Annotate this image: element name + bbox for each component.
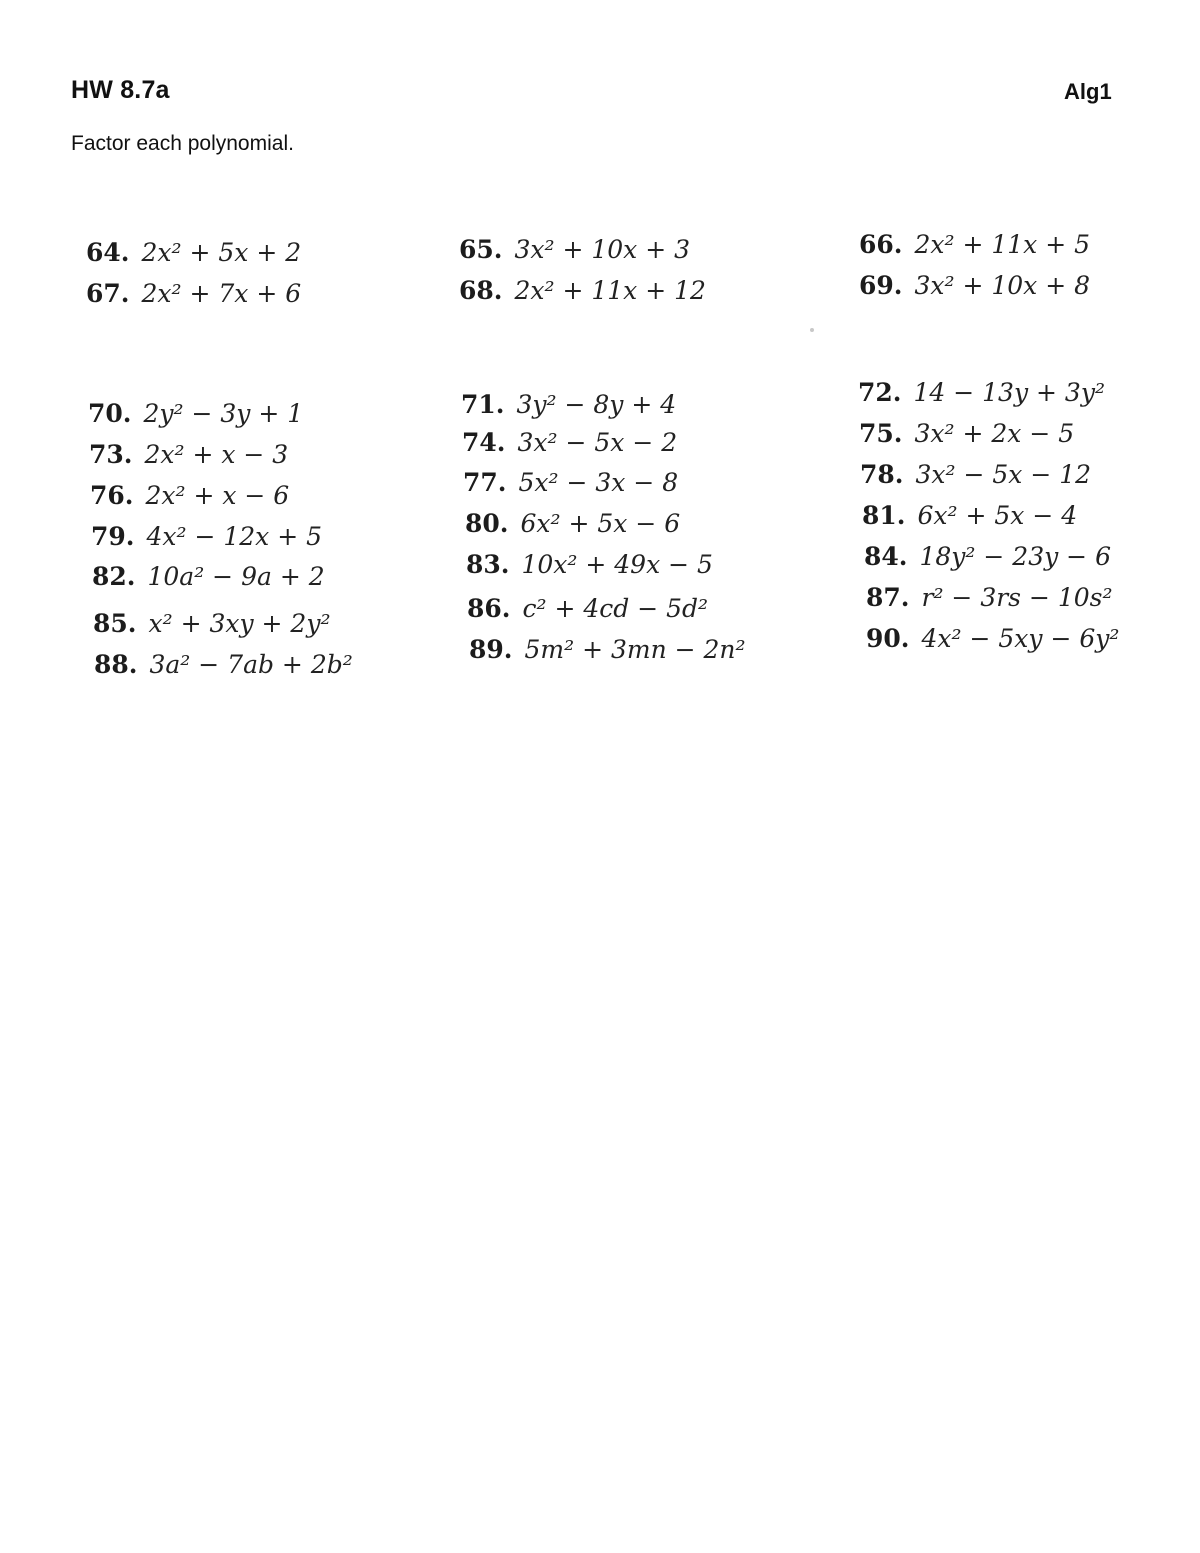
polynomial: 5m² + 3mn − 2n² [524, 635, 746, 664]
problem-67 [86, 279, 301, 308]
problem-number: 68. [459, 276, 503, 305]
instructions: Factor each polynomial. [71, 132, 294, 155]
problem-79 [91, 522, 322, 551]
problem-70 [88, 399, 303, 428]
problem-number: 77. [463, 468, 507, 497]
problem-number: 86. [467, 594, 511, 623]
polynomial: 2x² + 11x + 5 [914, 230, 1091, 259]
problem-number: 80. [465, 509, 509, 538]
problem-number: 65. [459, 235, 503, 264]
problem-number: 70. [88, 399, 132, 428]
problem-number: 76. [90, 481, 134, 510]
problem-number: 87. [866, 583, 910, 612]
polynomial: 3x² + 10x + 8 [914, 271, 1091, 300]
polynomial: 4x² − 12x + 5 [146, 522, 323, 551]
polynomial: 2x² + 5x + 2 [141, 238, 302, 267]
polynomial: 18y² − 23y − 6 [919, 542, 1111, 571]
problem-number: 75. [859, 419, 903, 448]
polynomial: 5x² − 3x − 8 [518, 468, 679, 497]
problem-65 [459, 235, 690, 264]
problem-number: 72. [858, 378, 902, 407]
problem-84 [864, 542, 1111, 571]
problem-number: 66. [859, 230, 903, 259]
problem-76 [90, 481, 289, 510]
problem-number: 78. [860, 460, 904, 489]
polynomial: 3a² − 7ab + 2b² [149, 650, 353, 679]
problem-number: 69. [859, 271, 903, 300]
problem-72 [858, 378, 1105, 407]
problem-number: 64. [86, 238, 130, 267]
problem-87 [866, 583, 1113, 612]
problem-85 [93, 609, 330, 638]
polynomial: 3x² + 2x − 5 [914, 419, 1075, 448]
polynomial: r² − 3rs − 10s² [921, 583, 1113, 612]
problem-number: 67. [86, 279, 130, 308]
problem-number: 89. [469, 635, 513, 664]
problem-number: 73. [89, 440, 133, 469]
problem-71 [461, 390, 676, 419]
problem-number: 79. [91, 522, 135, 551]
problem-number: 83. [466, 550, 510, 579]
problem-88 [94, 650, 353, 679]
problem-number: 81. [862, 501, 906, 530]
problem-83 [466, 550, 713, 579]
problem-73 [89, 440, 288, 469]
polynomial: 3x² − 5x − 2 [517, 428, 678, 457]
problem-number: 82. [92, 562, 136, 591]
polynomial: 6x² + 5x − 4 [917, 501, 1078, 530]
polynomial: 14 − 13y + 3y² [913, 378, 1105, 407]
problem-68 [459, 276, 706, 305]
course-label: Alg1 [1064, 79, 1112, 104]
polynomial: x² + 3xy + 2y² [148, 609, 331, 638]
problem-number: 88. [94, 650, 138, 679]
problem-number: 85. [93, 609, 137, 638]
problem-80 [465, 509, 680, 538]
problem-number: 71. [461, 390, 505, 419]
problem-69 [859, 271, 1090, 300]
problem-75 [859, 419, 1074, 448]
polynomial: 2x² + 7x + 6 [141, 279, 302, 308]
scan-speck [810, 328, 814, 332]
worksheet-title: HW 8.7a [71, 76, 170, 104]
polynomial: c² + 4cd − 5d² [522, 594, 709, 623]
problem-number: 90. [866, 624, 910, 653]
problem-78 [860, 460, 1091, 489]
polynomial: 2x² + x − 6 [145, 481, 290, 510]
polynomial: 10x² + 49x − 5 [521, 550, 713, 579]
polynomial: 2y² − 3y + 1 [143, 399, 304, 428]
problem-90 [866, 624, 1119, 653]
problem-number: 84. [864, 542, 908, 571]
problem-86 [467, 594, 708, 623]
problem-74 [462, 428, 677, 457]
polynomial: 4x² − 5xy − 6y² [921, 624, 1120, 653]
problem-64 [86, 238, 301, 267]
polynomial: 3y² − 8y + 4 [516, 390, 677, 419]
polynomial: 10a² − 9a + 2 [147, 562, 325, 591]
polynomial: 2x² + x − 3 [144, 440, 289, 469]
problem-81 [862, 501, 1077, 530]
problem-89 [469, 635, 746, 664]
problem-77 [463, 468, 678, 497]
polynomial: 3x² − 5x − 12 [915, 460, 1092, 489]
polynomial: 3x² + 10x + 3 [514, 235, 691, 264]
problem-66 [859, 230, 1090, 259]
polynomial: 2x² + 11x + 12 [514, 276, 706, 305]
problem-number: 74. [462, 428, 506, 457]
problem-82 [92, 562, 325, 591]
polynomial: 6x² + 5x − 6 [520, 509, 681, 538]
